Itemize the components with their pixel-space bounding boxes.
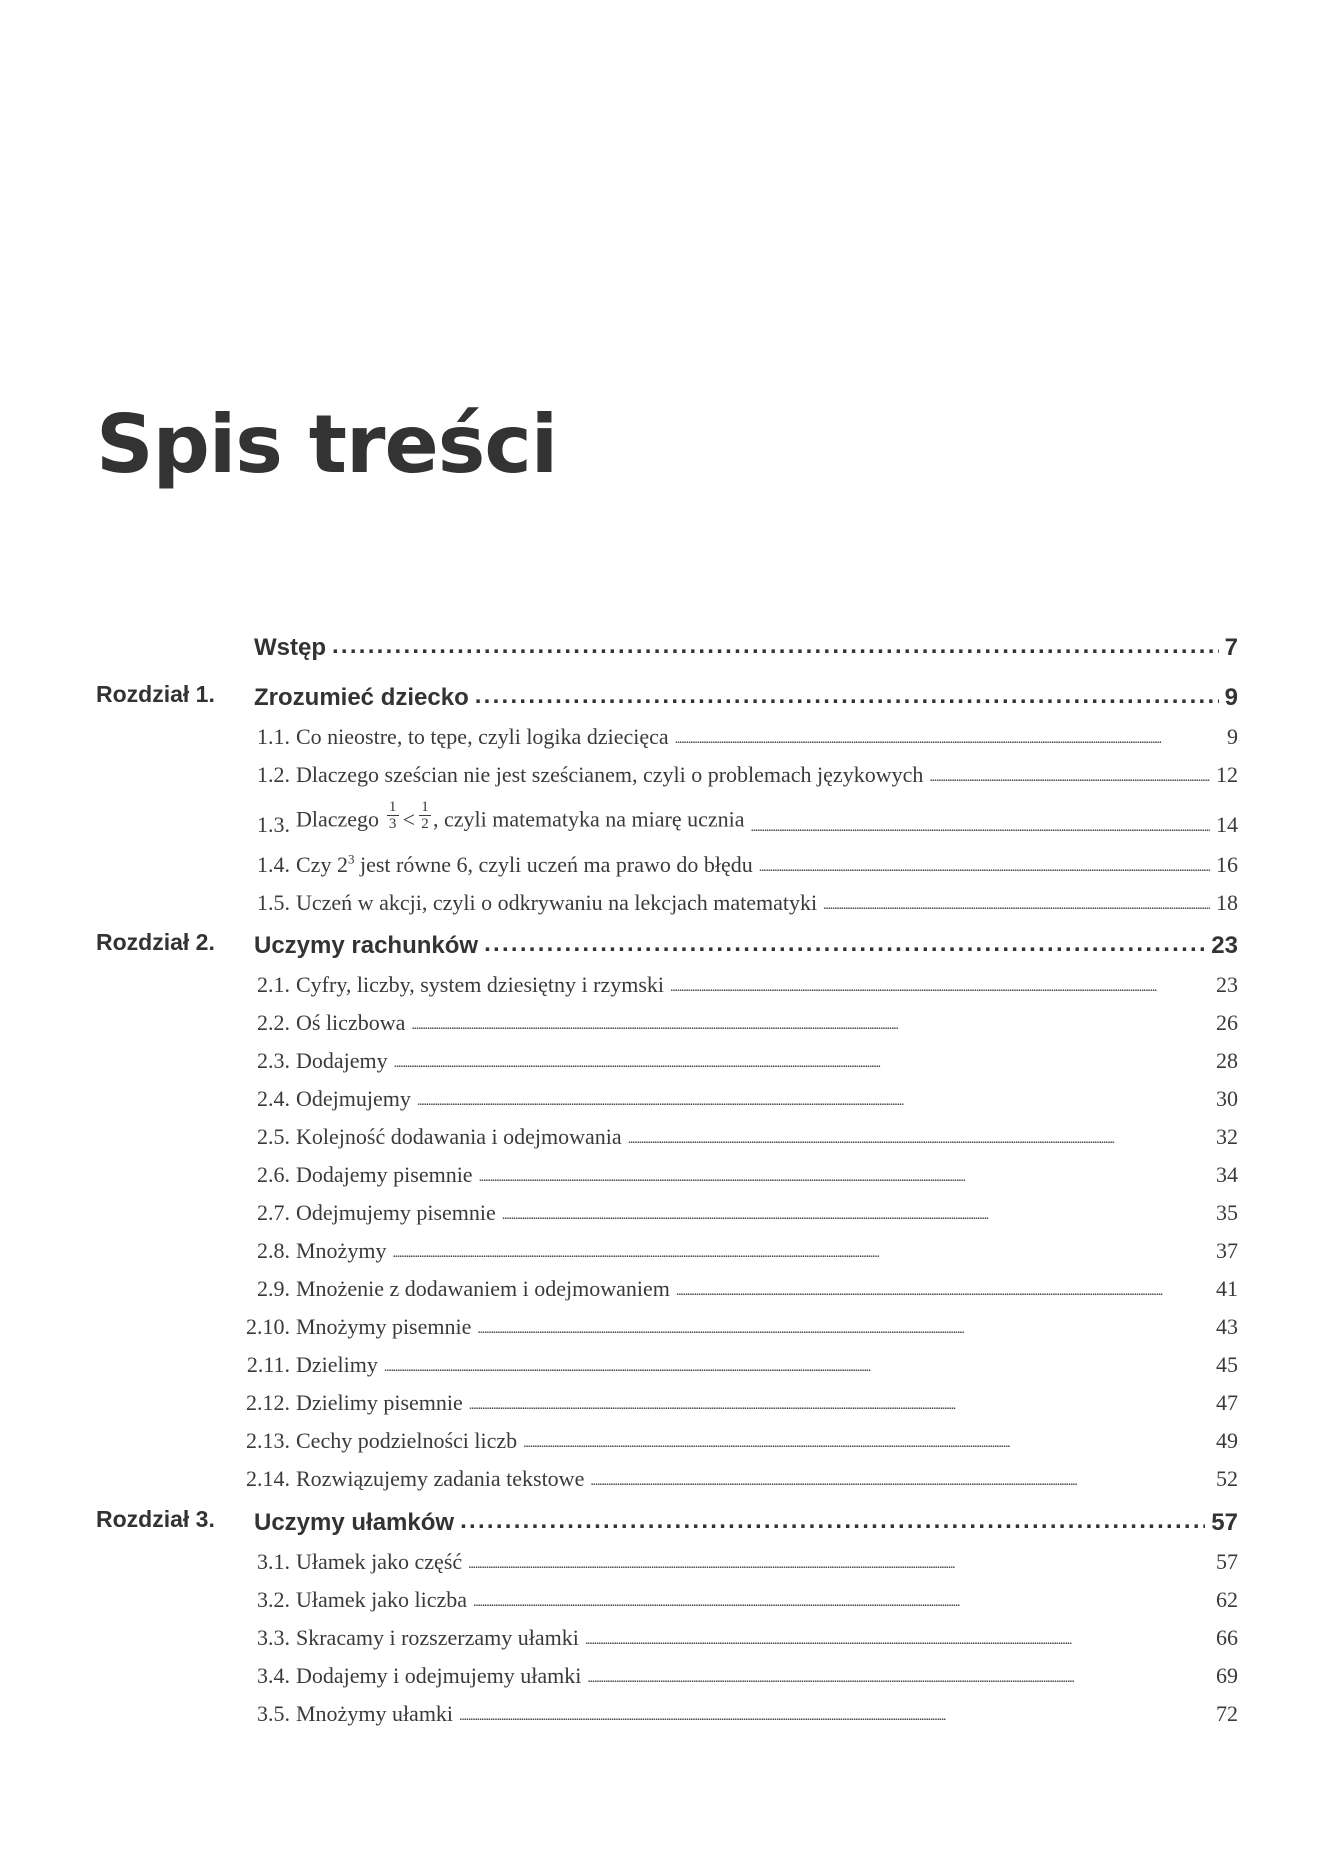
- section-page: 34: [1216, 1162, 1238, 1187]
- fraction-denominator: 2: [421, 816, 429, 832]
- section-title-part: , czyli matematyka na miarę ucznia: [432, 806, 745, 832]
- toc-section-row[interactable]: [96, 1376, 1238, 1416]
- section-number: 2.11.: [246, 1352, 290, 1377]
- section-page: 57: [1216, 1549, 1238, 1574]
- section-title: Oś liczbowa: [296, 1010, 406, 1035]
- toc-section-row[interactable]: [96, 1573, 1238, 1613]
- section-number: 3.2.: [257, 1587, 290, 1612]
- section-title: [296, 852, 759, 878]
- section-title: Ułamek jako liczba: [296, 1587, 468, 1612]
- fraction-denominator: 3: [388, 816, 397, 832]
- section-page: 37: [1216, 1238, 1238, 1263]
- toc-section-row[interactable]: [96, 958, 1238, 998]
- toc-section-entry[interactable]: [242, 1048, 1238, 1074]
- dot-leader: [475, 684, 1219, 708]
- fraction-one-half: [419, 799, 431, 832]
- section-number: 1.2.: [257, 762, 290, 787]
- toc-section-entry[interactable]: [242, 1238, 1238, 1264]
- less-than-sign: <: [402, 806, 415, 832]
- toc-section-entry[interactable]: [232, 1314, 1238, 1340]
- dot-leader: [332, 634, 1219, 658]
- toc-chapter-2-row[interactable]: [96, 920, 1238, 960]
- fraction-one-third: [387, 799, 399, 832]
- section-page: 43: [1216, 1314, 1238, 1339]
- dot-leader: [473, 1587, 1210, 1609]
- dot-leader: [394, 1048, 1210, 1070]
- toc-chapter-1-row[interactable]: [96, 672, 1238, 712]
- section-page: 66: [1216, 1625, 1238, 1650]
- section-title: Cyfry, liczby, system dziesiętny i rzymski: [296, 972, 665, 997]
- section-title: [296, 799, 751, 838]
- toc-section-entry[interactable]: [242, 1625, 1238, 1651]
- section-page: 49: [1216, 1428, 1238, 1453]
- toc-section-row[interactable]: [96, 838, 1238, 878]
- section-title: Mnożymy pisemnie: [296, 1314, 472, 1339]
- dot-leader: [675, 724, 1221, 746]
- dot-leader: [384, 1352, 1210, 1374]
- dot-leader: [585, 1625, 1210, 1647]
- section-title: Dodajemy i odejmujemy ułamki: [296, 1663, 582, 1688]
- dot-leader: [751, 812, 1211, 834]
- chapter-label: Rozdział 3.: [96, 1506, 215, 1532]
- section-number: 2.13.: [246, 1428, 290, 1453]
- toc-section-entry[interactable]: [242, 852, 1238, 878]
- toc-section-row[interactable]: [96, 1414, 1238, 1454]
- table-of-contents: [96, 0, 1238, 1867]
- dot-leader: [670, 972, 1210, 994]
- dot-leader: [477, 1314, 1210, 1336]
- chapter-page: 57: [1211, 1509, 1238, 1536]
- section-number: 3.3.: [257, 1625, 290, 1650]
- section-title-part: jest równe 6, czyli uczeń ma prawo do błędu: [354, 852, 753, 877]
- toc-section-row[interactable]: [96, 748, 1238, 788]
- section-number: 3.4.: [257, 1663, 290, 1688]
- toc-section-entry[interactable]: [242, 972, 1238, 998]
- section-page: 47: [1216, 1390, 1238, 1415]
- toc-section-row[interactable]: [96, 1687, 1238, 1727]
- section-page: 35: [1216, 1200, 1238, 1225]
- dot-leader: [676, 1276, 1210, 1298]
- toc-section-entry[interactable]: [242, 1124, 1238, 1150]
- toc-section-entry[interactable]: [232, 1352, 1238, 1378]
- dot-leader: [929, 762, 1210, 784]
- toc-section-row[interactable]: [96, 1300, 1238, 1340]
- toc-section-row[interactable]: [96, 1072, 1238, 1112]
- dot-leader: [460, 1509, 1205, 1533]
- toc-section-entry[interactable]: [242, 1162, 1238, 1188]
- section-number: 2.1.: [257, 972, 290, 997]
- toc-chapter-1-entry[interactable]: [254, 684, 1238, 712]
- section-title-part: Czy 2: [296, 852, 348, 877]
- section-title: Cechy podzielności liczb: [296, 1428, 518, 1453]
- section-title: Dzielimy: [296, 1352, 378, 1377]
- toc-section-row[interactable]: [96, 876, 1238, 916]
- toc-section-entry[interactable]: [242, 1587, 1238, 1613]
- toc-section-entry[interactable]: [242, 1010, 1238, 1036]
- section-title: Uczeń w akcji, czyli o odkrywaniu na lekcjach matematyki: [296, 890, 818, 915]
- section-number: 2.2.: [257, 1010, 290, 1035]
- section-page: 14: [1216, 812, 1238, 837]
- dot-leader: [459, 1701, 1210, 1723]
- chapter-label: Rozdział 1.: [96, 681, 215, 707]
- toc-section-entry[interactable]: [242, 1276, 1238, 1302]
- section-page: 16: [1216, 852, 1238, 877]
- toc-section-row[interactable]: [96, 1262, 1238, 1302]
- toc-section-row[interactable]: [96, 1452, 1238, 1492]
- toc-section-row[interactable]: [96, 710, 1238, 750]
- section-title: Skracamy i rozszerzamy ułamki: [296, 1625, 579, 1650]
- section-number: 2.7.: [257, 1200, 290, 1225]
- dot-leader: [411, 1010, 1210, 1032]
- section-title: Rozwiązujemy zadania tekstowe: [296, 1466, 585, 1491]
- toc-section-entry[interactable]: [242, 890, 1238, 916]
- toc-section-row[interactable]: [96, 1186, 1238, 1226]
- toc-section-row[interactable]: [96, 1611, 1238, 1651]
- section-number: 2.14.: [246, 1466, 290, 1491]
- dot-leader: [587, 1663, 1210, 1685]
- dot-leader: [502, 1200, 1210, 1222]
- section-page: 72: [1216, 1701, 1238, 1726]
- toc-section-entry[interactable]: [232, 1466, 1238, 1492]
- dot-leader: [590, 1466, 1210, 1488]
- chapter-title: Zrozumieć dziecko: [254, 684, 469, 711]
- section-number: 2.6.: [257, 1162, 290, 1187]
- section-page: 30: [1216, 1086, 1238, 1111]
- toc-section-row[interactable]: [96, 996, 1238, 1036]
- dot-leader: [523, 1428, 1210, 1450]
- section-title: Ułamek jako część: [296, 1549, 463, 1574]
- toc-intro-entry[interactable]: [254, 634, 1238, 662]
- toc-intro-row[interactable]: [96, 622, 1238, 662]
- section-number: 2.3.: [257, 1048, 290, 1073]
- section-title: Dlaczego sześcian nie jest sześcianem, czyli o problemach językowych: [296, 762, 924, 787]
- section-number: 2.8.: [257, 1238, 290, 1263]
- toc-section-entry[interactable]: [242, 1663, 1238, 1689]
- section-title: Mnożymy ułamki: [296, 1701, 454, 1726]
- section-title: Dodajemy pisemnie: [296, 1162, 473, 1187]
- toc-section-entry[interactable]: [242, 1701, 1238, 1727]
- section-page: 9: [1227, 724, 1238, 749]
- chapter-label: Rozdział 2.: [96, 929, 215, 955]
- dot-leader: [468, 1549, 1210, 1571]
- section-title: Odejmujemy: [296, 1086, 411, 1111]
- section-title: Odejmujemy pisemnie: [296, 1200, 496, 1225]
- section-number: 2.10.: [246, 1314, 290, 1339]
- toc-intro-title: Wstęp: [254, 634, 326, 661]
- toc-chapter-3-row[interactable]: [96, 1497, 1238, 1537]
- toc-section-entry[interactable]: [242, 799, 1238, 838]
- section-title: Kolejność dodawania i odejmowania: [296, 1124, 622, 1149]
- section-page: 12: [1216, 762, 1238, 787]
- fraction-numerator: 1: [388, 799, 397, 815]
- toc-section-row[interactable]: [96, 1148, 1238, 1188]
- section-title: Dodajemy: [296, 1048, 388, 1073]
- section-title: Mnożenie z dodawaniem i odejmowaniem: [296, 1276, 670, 1301]
- section-title-part: Dlaczego: [296, 806, 380, 832]
- section-page: 32: [1216, 1124, 1238, 1149]
- section-number: 2.5.: [257, 1124, 290, 1149]
- section-number: 3.5.: [257, 1701, 290, 1726]
- section-page: 45: [1216, 1352, 1238, 1377]
- toc-section-entry[interactable]: [242, 1086, 1238, 1112]
- section-page: 18: [1216, 890, 1238, 915]
- toc-chapter-2-entry[interactable]: [254, 932, 1238, 960]
- toc-section-entry[interactable]: [232, 1428, 1238, 1454]
- toc-section-row[interactable]: [96, 1224, 1238, 1264]
- section-number: 2.12.: [246, 1390, 290, 1415]
- chapter-title: Uczymy rachunków: [254, 932, 479, 959]
- toc-chapter-3-entry[interactable]: [254, 1509, 1238, 1537]
- section-page: 26: [1216, 1010, 1238, 1035]
- page-title: Spis treści: [96, 398, 558, 491]
- section-title: Mnożymy: [296, 1238, 387, 1263]
- section-page: 41: [1216, 1276, 1238, 1301]
- dot-leader: [759, 852, 1210, 874]
- chapter-title: Uczymy ułamków: [254, 1509, 455, 1536]
- section-number: 1.1.: [257, 724, 290, 749]
- toc-section-row[interactable]: [96, 1034, 1238, 1074]
- dot-leader: [392, 1238, 1210, 1260]
- toc-section-entry[interactable]: [242, 1200, 1238, 1226]
- toc-section-entry[interactable]: [242, 1549, 1238, 1575]
- superscript: 3: [347, 851, 355, 867]
- toc-section-entry[interactable]: [242, 762, 1238, 788]
- dot-leader: [823, 890, 1210, 912]
- section-page: 69: [1216, 1663, 1238, 1688]
- dot-leader: [417, 1086, 1210, 1108]
- section-number: 2.4.: [257, 1086, 290, 1111]
- toc-section-row[interactable]: [96, 1110, 1238, 1150]
- section-page: 28: [1216, 1048, 1238, 1073]
- chapter-page: 9: [1224, 684, 1238, 711]
- toc-section-row[interactable]: [96, 1338, 1238, 1378]
- section-number: 1.3.: [257, 812, 290, 837]
- section-title: Dzielimy pisemnie: [296, 1390, 463, 1415]
- section-number: 2.9.: [257, 1276, 290, 1301]
- fraction-numerator: 1: [421, 799, 429, 815]
- dot-leader: [484, 932, 1205, 956]
- dot-leader: [628, 1124, 1210, 1146]
- chapter-page: 23: [1211, 932, 1238, 959]
- toc-intro-page: 7: [1224, 634, 1238, 661]
- section-page: 23: [1216, 972, 1238, 997]
- section-title: Co nieostre, to tępe, czyli logika dziecięca: [296, 724, 669, 749]
- toc-section-row[interactable]: [96, 1649, 1238, 1689]
- toc-section-row[interactable]: [96, 790, 1238, 838]
- toc-section-entry[interactable]: [242, 724, 1238, 750]
- dot-leader: [469, 1390, 1210, 1412]
- section-number: 3.1.: [257, 1549, 290, 1574]
- section-page: 52: [1216, 1466, 1238, 1491]
- section-number: 1.4.: [257, 852, 290, 877]
- toc-section-row[interactable]: [96, 1535, 1238, 1575]
- dot-leader: [479, 1162, 1210, 1184]
- toc-section-entry[interactable]: [232, 1390, 1238, 1416]
- section-number: 1.5.: [257, 890, 290, 915]
- section-page: 62: [1216, 1587, 1238, 1612]
